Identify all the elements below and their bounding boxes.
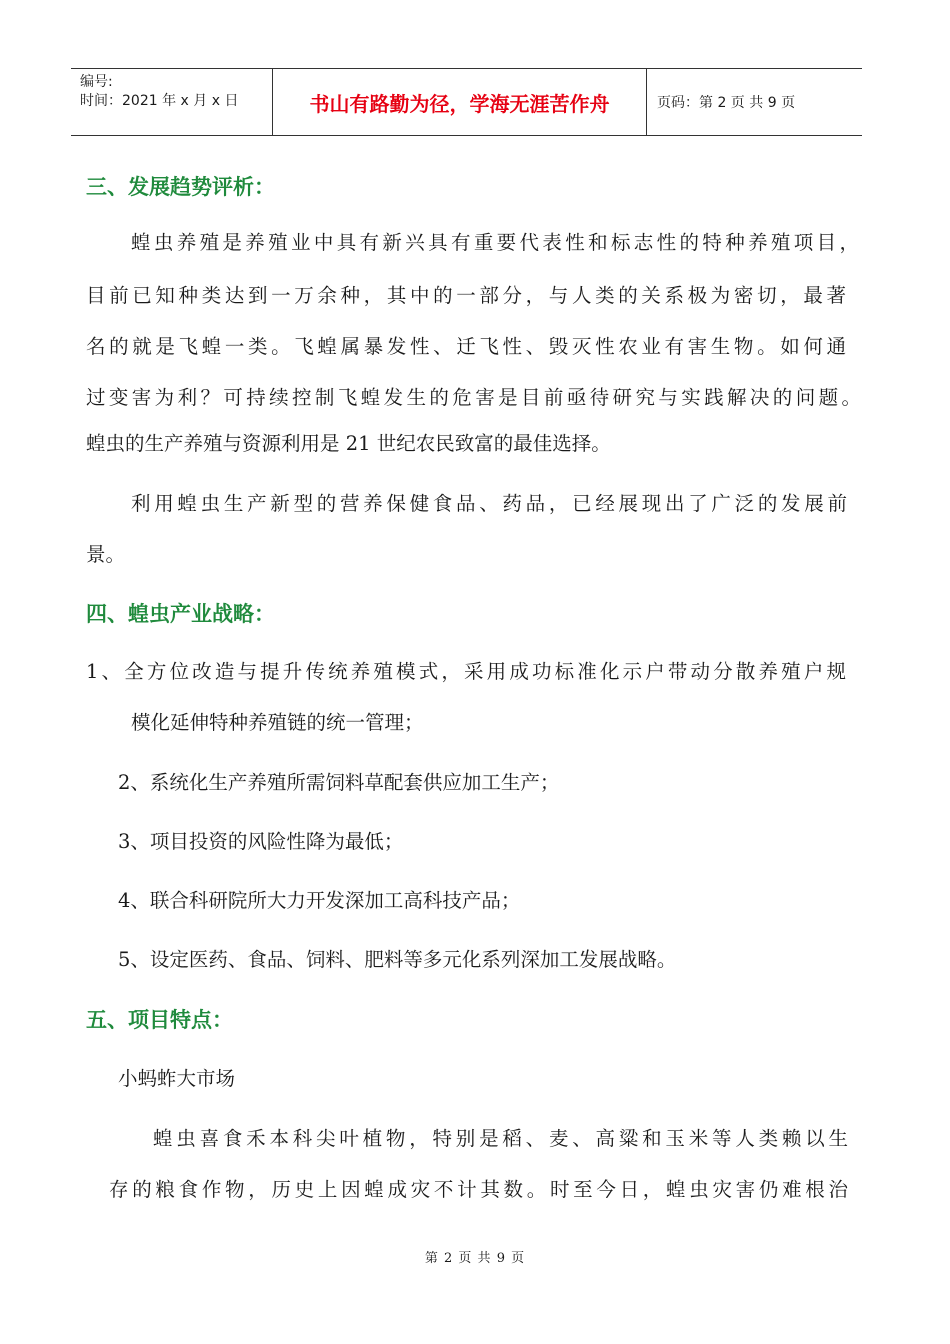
section-3-heading: 三、发展趋势评析：	[86, 175, 275, 199]
section-3-para-1-line: 名的就是飞蝗一类。飞蝗属暴发性、迁飞性、毁灭性农业有害生物。如何通	[86, 335, 846, 358]
section-5-heading: 五、项目特点：	[86, 1008, 233, 1032]
section-3-para-1-line: 蝗虫养殖是养殖业中具有新兴具有重要代表性和标志性的特种养殖项目，	[131, 231, 859, 254]
document-date-label: 时间：2021 年 x 月 x 日	[80, 93, 239, 109]
header-motto: 书山有路勤为径，学海无涯苦作舟	[273, 69, 647, 135]
strategy-item: 5、设定医药、食品、饲料、肥料等多元化系列深加工发展战略。	[118, 948, 677, 971]
strategy-item-1-line: 1、全方位改造与提升传统养殖模式，采用成功标准化示户带动分散养殖户规	[86, 660, 846, 683]
document-number-label: 编号:	[80, 74, 113, 90]
strategy-item: 4、联合科研院所大力开发深加工高科技产品；	[118, 889, 521, 912]
section-3-para-2-line: 景。	[86, 543, 126, 566]
header-page-info: 页码：第 2 页 共 9 页	[657, 95, 796, 111]
strategy-item: 3、项目投资的风险性降为最低；	[118, 830, 404, 853]
section-3-para-1-line: 过变害为利？可持续控制飞蝗发生的危害是目前亟待研究与实践解决的问题。	[86, 386, 861, 409]
strategy-item: 2、系统化生产养殖所需饲料草配套供应加工生产；	[118, 771, 560, 794]
header-meta	[71, 69, 273, 135]
section-5-subheading: 小蚂蚱大市场	[118, 1067, 236, 1090]
section-4-heading: 四、蝗虫产业战略：	[86, 602, 275, 626]
section-3-para-1-line: 蝗虫的生产养殖与资源利用是 21 世纪农民致富的最佳选择。	[86, 432, 611, 455]
section-5-para-line: 存的粮食作物，历史上因蝗成灾不计其数。时至今日，蝗虫灾害仍难根治	[109, 1178, 848, 1201]
strategy-item-1-line: 模化延伸特种养殖链的统一管理；	[131, 711, 424, 734]
section-3-para-2-line: 利用蝗虫生产新型的营养保健食品、药品，已经展现出了广泛的发展前	[131, 492, 847, 515]
page-header	[71, 68, 862, 136]
page-footer: 第 2 页 共 9 页	[424, 1251, 526, 1266]
section-5-para-line: 蝗虫喜食禾本科尖叶植物，特别是稻、麦、高粱和玉米等人类赖以生	[153, 1127, 848, 1150]
section-3-para-1-line: 目前已知种类达到一万余种，其中的一部分，与人类的关系极为密切，最著	[86, 284, 846, 307]
